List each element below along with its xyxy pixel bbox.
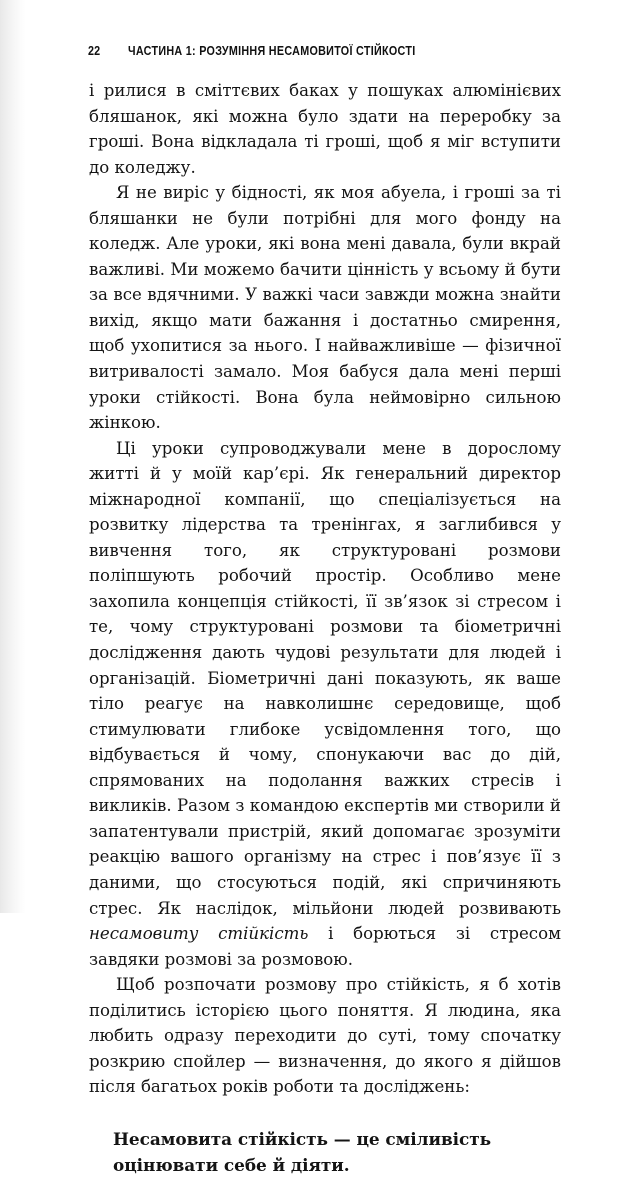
paragraph-3-lead: Ці уроки супроводжували мене в дорослому житті й у моїй кар’єрі. Як генеральний директор міжнародної компанії, що спеціалізується на розвитку лідерства та тренінгах, я заглибився у вивчення того, як структуровані розмови поліпшують робочий простір. Особливо мене захопила концепція стійкості, її зв’язок зі стресом і те, чому структуровані розмови та біометричні дослідження дають чудові результати для людей і організацій. Біометричні дані показують, як ваше тіло реагує на навколишнє середовище, щоб стимулювати глибоке усвідомлення того, що відбувається й чому, спонукаючи вас до дій, спрямованих на подолання важких стресів і викликів. Разом з командою експертів ми створили й запатентували пристрій, який допомагає зрозуміти реакцію вашого організму на стрес і пов’язує її з даними, що стосуються подій, які спричиняють стрес. Як наслідок, мільйони людей розвивають: [89, 438, 561, 918]
definition-callout: Несамовита стійкість — це сміливість оцінювати себе й діяти.: [113, 1128, 492, 1176]
paragraph-4: Щоб розпочати розмову про стійкість, я б хотів поділитись історією цього поняття. Я людина, яка любить одразу переходити до суті, тому спочатку розкрию спойлер — визначення, до якого я дійшов після багатьох років роботи та досліджень:: [89, 975, 561, 1097]
page-number: 22: [88, 44, 101, 58]
paragraph-1: і рилися в сміттєвих баках у пошуках алюмінієвих бляшанок, які можна було здати на переробку за гроші. Вона відкладала ті гроші, щоб я міг вступити до коледжу.: [89, 81, 561, 177]
paragraph-3: [89, 436, 561, 972]
running-head-title: ЧАСТИНА 1: РОЗУМІННЯ НЕСАМОВИТОЇ СТІЙКОСТІ: [128, 44, 416, 58]
paragraph-2: Я не виріс у бідності, як моя абуела, і гроші за ті бляшанки не були потрібні для мого фонду на коледж. Але уроки, які вона мені давала, були вкрай важливі. Ми можемо бачити цінність у всьому й бути за все вдячними. У важкі часи завжди можна знайти вихід, якщо мати бажання і достатньо смирення, щоб ухопитися за нього. І найважливіше — фізичної витривалості замало. Моя бабуся дала мені перші уроки стійкості. Вона була неймовірно сильною жінкою.: [89, 183, 561, 433]
page-spine-shading: [0, 0, 26, 913]
text-block: [89, 78, 561, 1179]
paragraph-3-tail: і борються зі стресом завдяки розмові за розмовою.: [89, 924, 562, 969]
running-head: [88, 44, 463, 58]
emphasized-term: несамовиту стійкість: [89, 924, 309, 944]
